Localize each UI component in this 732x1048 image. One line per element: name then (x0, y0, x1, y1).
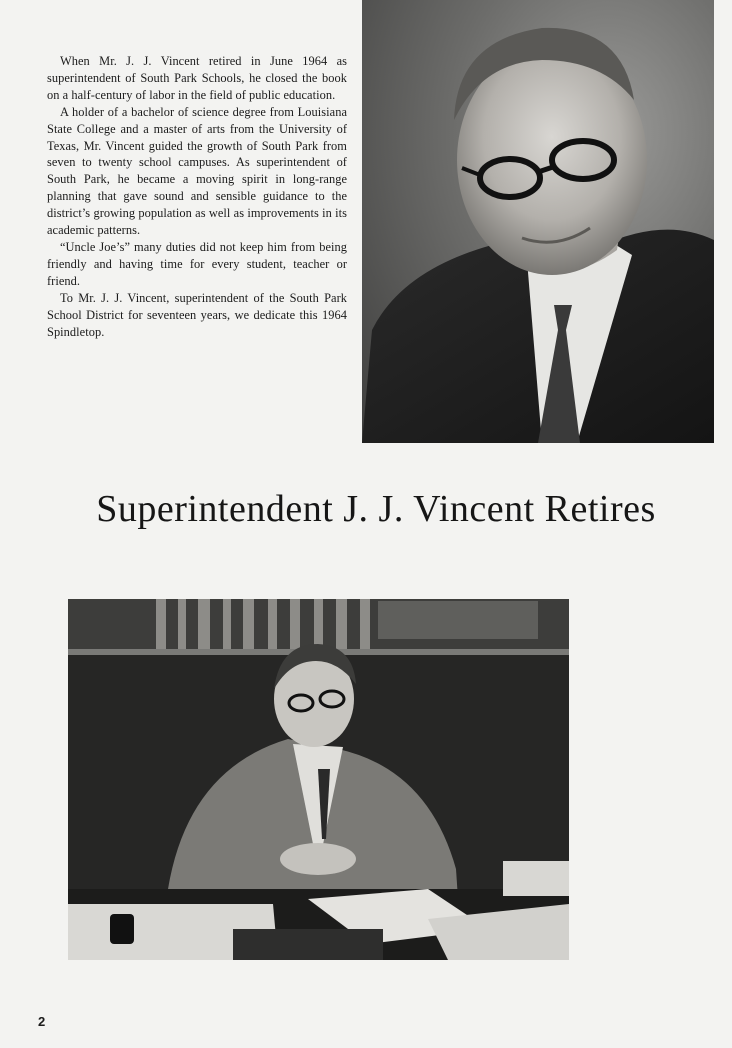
paragraph-dedication: To Mr. J. J. Vincent, superintendent of the South Park School District for seventeen years, we dedicate this 1964 Spindletop. (47, 290, 347, 339)
paragraph-uncle-joe: “Uncle Joe’s” many duties did not keep him from being friendly and having time for every student, teacher or friend. (47, 239, 347, 288)
desk-photo (68, 599, 569, 960)
page-title: Superintendent J. J. Vincent Retires (96, 488, 656, 530)
paragraph-education: A holder of a bachelor of science degree from Louisiana State College and a master of arts from the University of Texas, Mr. Vincent guided the growth of South Park from seven to twenty school campuses. As superintendent of South Park, he became a moving spirit in long-range planning that gave sound and sensible guidance to the district’s growing population as well as improvements in its academic patterns. (47, 104, 347, 238)
portrait-illustration (362, 0, 714, 443)
portrait-photo (362, 0, 714, 443)
desk-illustration (68, 599, 569, 960)
dedication-text (47, 53, 347, 340)
paragraph-retirement: When Mr. J. J. Vincent retired in June 1964 as superintendent of South Park Schools, he closed the book on a half-century of labor in the field of public education. (47, 54, 347, 102)
page-number: 2 (38, 1014, 46, 1029)
